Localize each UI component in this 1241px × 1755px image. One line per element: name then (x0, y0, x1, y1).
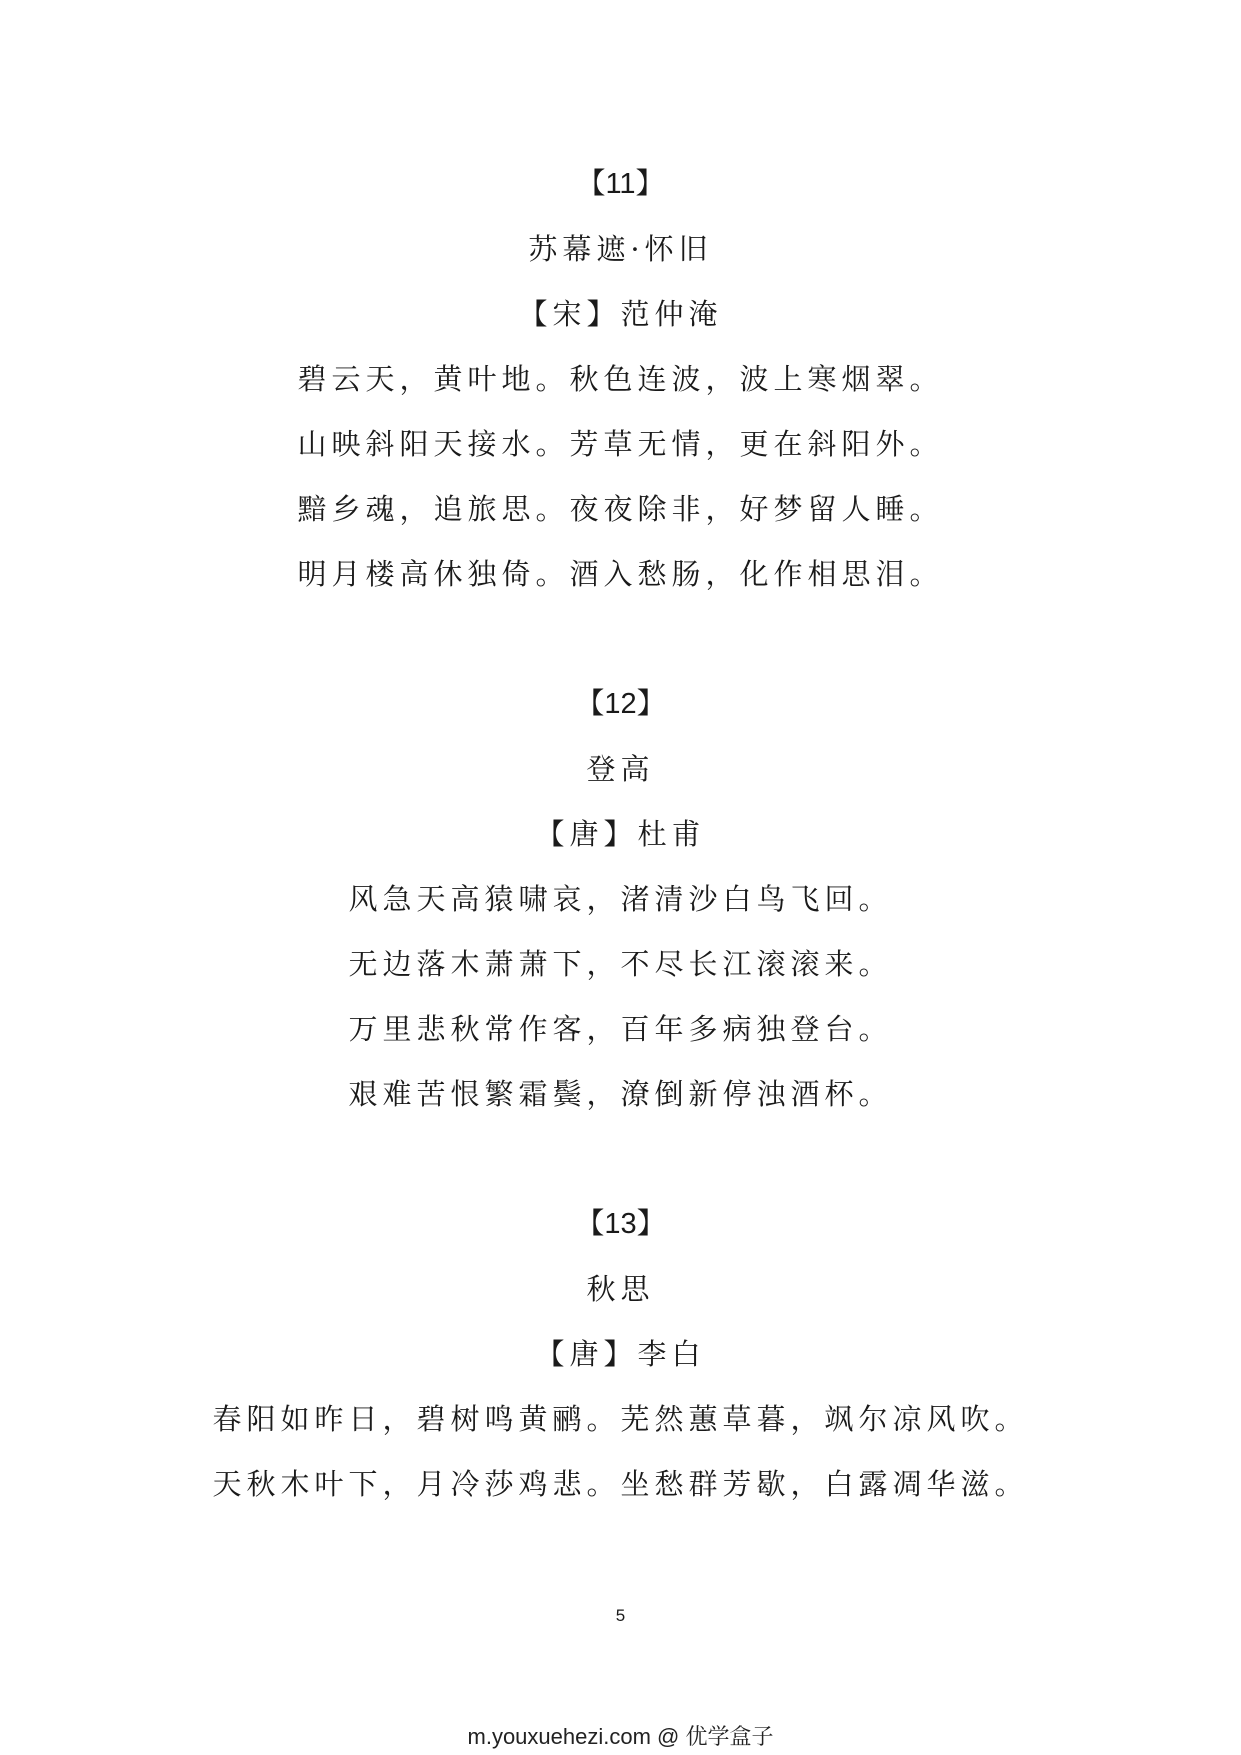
page-number: 5 (615, 1606, 626, 1625)
poem-title: 秋思 (586, 1272, 655, 1306)
poem-line: 春阳如昨日，碧树鸣黄鹂。芜然蕙草暮，飒尔凉风吹。 (212, 1402, 1029, 1436)
poem-12 (0, 672, 1241, 1127)
poem-author: 【宋】范仲淹 (518, 297, 723, 331)
poem-title: 登高 (586, 752, 655, 786)
poem-line: 风急天高猿啸哀，渚清沙白鸟飞回。 (348, 882, 893, 916)
poem-13 (0, 1192, 1241, 1517)
poem-title: 苏幕遮·怀旧 (528, 232, 713, 266)
poem-line: 无边落木萧萧下，不尽长江滚滚来。 (348, 947, 893, 981)
poem-line: 山映斜阳天接水。芳草无情，更在斜阳外。 (297, 427, 944, 461)
poem-line: 碧云天，黄叶地。秋色连波，波上寒烟翠。 (297, 362, 944, 396)
poem-line: 黯乡魂，追旅思。夜夜除非，好梦留人睡。 (297, 492, 944, 526)
poem-author: 【唐】杜甫 (535, 817, 706, 851)
poem-line: 天秋木叶下，月冷莎鸡悲。坐愁群芳歇，白露凋华滋。 (212, 1467, 1029, 1501)
poem-author: 【唐】李白 (535, 1337, 706, 1371)
poem-line: 艰难苦恨繁霜鬓，潦倒新停浊酒杯。 (348, 1077, 893, 1111)
poem-number: 【13】 (575, 1208, 666, 1240)
poem-line: 明月楼高休独倚。酒入愁肠，化作相思泪。 (297, 557, 944, 591)
poem-11 (0, 152, 1241, 607)
poem-line: 万里悲秋常作客，百年多病独登台。 (348, 1012, 893, 1046)
poem-number: 【11】 (576, 168, 665, 200)
poem-number: 【12】 (575, 688, 666, 720)
footer-watermark: m.youxuehezi.com @ 优学盒子 (467, 1724, 774, 1749)
